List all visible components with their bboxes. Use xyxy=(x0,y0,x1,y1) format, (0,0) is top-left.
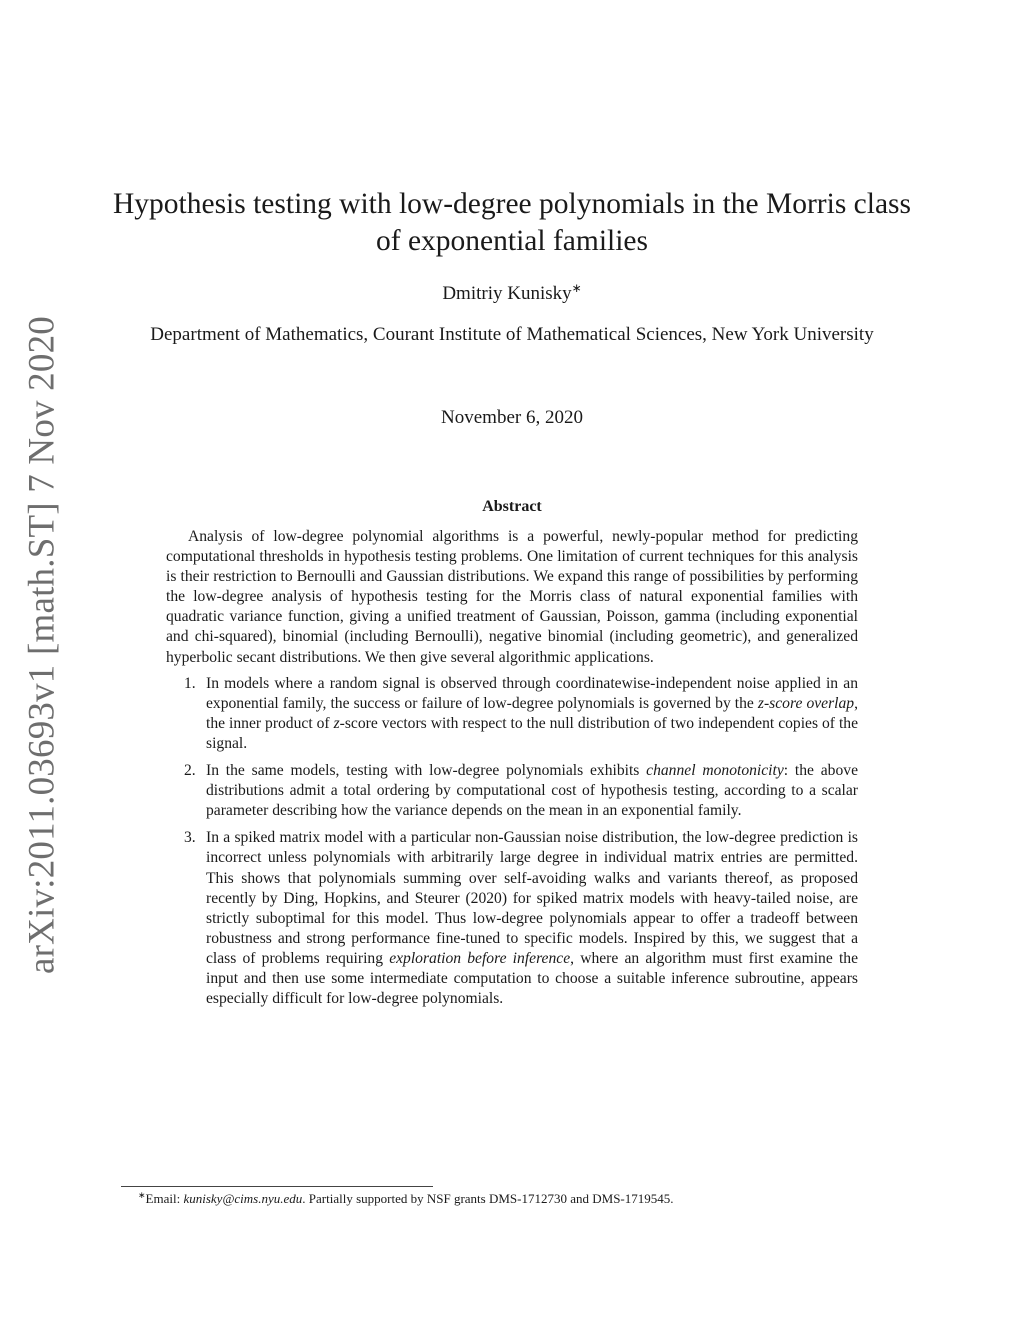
arxiv-stamp xyxy=(20,316,64,974)
footnote xyxy=(138,1190,898,1207)
finding-emphasis: z-score overlap xyxy=(757,694,855,712)
footnote-divider xyxy=(121,1186,433,1187)
abstract-paragraph: Analysis of low-degree polynomial algorithms is a powerful, newly-popular method for predicting computational thresholds in hypothesis testing problems. One limitation of current techniques for this analysis is their restriction to Bernoulli and Gaussian distributions. We expand this range of possibilities by performing the low-degree analysis of hypothesis testing for the Morris class of natural exponential families with quadratic variance function, giving a unified treatment of Gaussian, Poisson, gamma (including exponential and chi-squared), binomial (including Bernoulli), negative binomial (including geometric), and generalized hyperbolic secant distributions. We then give several algorithmic applications. xyxy=(166,528,858,666)
finding-text: : the above distributions admit a total ordering by computational cost of hypothesis testing, according to a scalar parameter describing how the variance depends on the mean in an exponential family. xyxy=(206,762,858,820)
footnote-label: Email: xyxy=(145,1191,184,1206)
finding-text: In the same models, testing with low-degree polynomials exhibits xyxy=(206,762,647,780)
publication-date: November 6, 2020 xyxy=(441,407,583,428)
abstract-body xyxy=(166,527,858,1016)
footnote-email: kunisky@cims.nyu.edu xyxy=(183,1191,303,1206)
abstract-heading: Abstract xyxy=(482,498,542,515)
finding-item-2 xyxy=(166,761,858,821)
arxiv-identifier: arXiv:2011.03693v1 [math.ST] 7 Nov 2020 xyxy=(21,316,63,974)
finding-text: In models where a random signal is observed through coordinatewise-independent noise applied in an exponential family, the success or failure of low-degree polynomials is governed by the xyxy=(206,674,858,712)
footnote-text: . Partially supported by NSF grants DMS-1712730 and DMS-1719545. xyxy=(302,1191,674,1206)
finding-number: 1. xyxy=(184,674,196,692)
affiliation: Department of Mathematics, Courant Institute of Mathematical Sciences, New York University xyxy=(150,324,874,345)
author-line xyxy=(100,283,924,305)
finding-text: , where an algorithm must first examine the input and then use some intermediate computation to choose a suitable inference subroutine, appears especially difficult for low-degree polynomials. xyxy=(206,949,858,1008)
findings-list xyxy=(166,674,858,1010)
finding-emphasis: z xyxy=(333,714,340,732)
finding-emphasis: exploration before inference xyxy=(389,949,571,967)
finding-emphasis: channel monotonicity xyxy=(646,762,784,780)
paper-title: Hypothesis testing with low-degree polynomials in the Morris class of exponential families xyxy=(112,188,912,257)
finding-text: , the inner product of xyxy=(206,694,858,732)
finding-text: In a spiked matrix model with a particular non-Gaussian noise distribution, the low-degree prediction is incorrect unless polynomials with arbitrarily large degree in individual matrix entries are permitted. This shows that polynomials summing over self-avoiding walks and variants thereof, as proposed recently by Ding, Hopkins, and Steurer (2020) for spiked matrix models with heavy-tailed noise, are strictly suboptimal for this model. Thus low-degree polynomials appear to offer a tradeoff between robustness and strong performance fine-tuned to specific models. Inspired by this, we suggest that a class of problems requiring xyxy=(206,829,858,967)
author-footnote-marker: ∗ xyxy=(571,281,582,295)
author-name: Dmitriy Kunisky xyxy=(442,283,572,304)
finding-text: -score vectors with respect to the null distribution of two independent copies of the signal. xyxy=(206,714,858,752)
footnote-marker: ∗ xyxy=(138,1190,146,1200)
finding-number: 3. xyxy=(184,829,196,847)
finding-item-3 xyxy=(166,828,858,1009)
finding-number: 2. xyxy=(184,762,196,780)
finding-item-1 xyxy=(166,674,858,754)
